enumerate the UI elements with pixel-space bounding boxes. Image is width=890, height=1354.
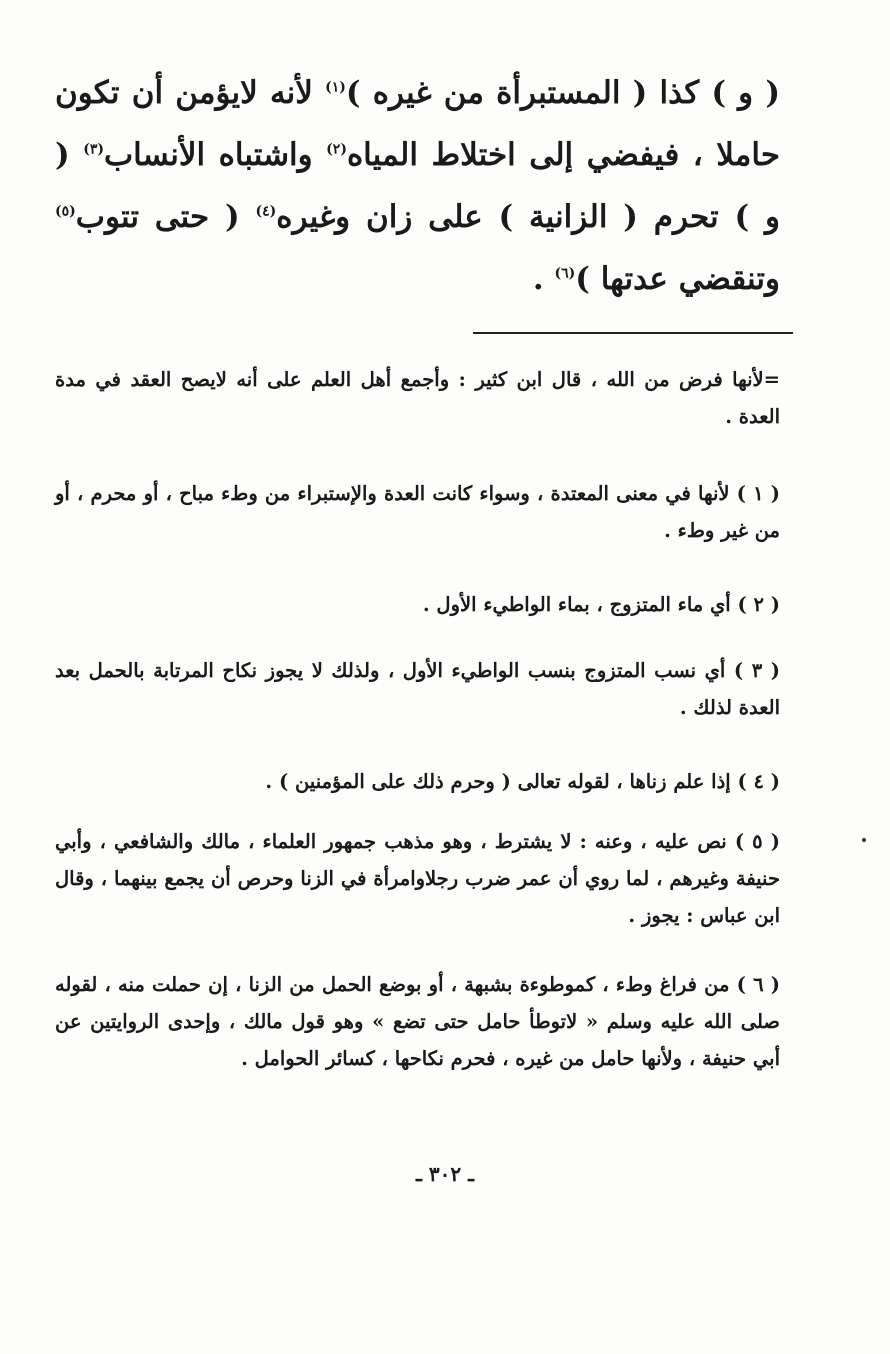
main-segment: وتنقضي عدتها ) xyxy=(575,261,780,297)
footnote-ref: (٣) xyxy=(83,141,104,158)
main-segment: ( و ) كذا ( المستبرأة من غيره ) xyxy=(345,75,780,111)
footnote-ref: (٢) xyxy=(326,141,347,158)
footnote-1: ( ١ ) لأنها في معنى المعتدة ، وسواء كانت العدة والإستبراء من وطء مباح ، أو محرم ، أو من غير وطء . xyxy=(55,482,780,542)
footnote-2: ( ٢ ) أي ماء المتزوج ، بماء الواطيء الأول . xyxy=(422,593,780,616)
footnote-continued: =لأنها فرض من الله ، قال ابن كثير : وأجمع أهل العلم على أنه لايصح العقد في مدة العدة . xyxy=(55,368,780,428)
footnote-4: ( ٤ ) إذا علم زناها ، لقوله تعالى ( وحرم ذلك على المؤمنين ) . xyxy=(265,770,780,793)
main-segment: ( و ) تحرم ( الزانية ) على زان وغيره xyxy=(55,137,780,235)
footnote-separator xyxy=(473,332,793,334)
footnote-3: ( ٣ ) أي نسب المتزوج بنسب الواطيء الأول ، ولذلك لا يجوز نكاح المرتابة بالحمل بعد العدة لذلك . xyxy=(55,659,780,719)
main-text xyxy=(55,62,780,310)
margin-dot xyxy=(862,838,866,842)
footnote-ref: (٤) xyxy=(255,203,277,220)
footnote-ref: (١) xyxy=(325,79,346,96)
footnote-5: ( ٥ ) نص عليه ، وعنه : لا يشترط ، وهو مذهب جمهور العلماء ، مالك والشافعي ، وأبي حنيفة وغيرهم ، لما روي أن عمر ضرب رجلاوامرأة في الزنا وحرص أن يجمع بينهما ، وقال ابن عباس : يجوز . xyxy=(55,830,781,927)
page-number: ـ ٣٠٢ ـ xyxy=(416,1162,474,1186)
footnote-6: ( ٦ ) من فراغ وطء ، كموطوءة بشبهة ، أو بوضع الحمل من الزنا ، إن حملت منه ، لقوله صلى الله عليه وسلم « لاتوطأ حامل حتى تضع » وهو قول مالك ، وإحدى الروايتين عن أبي حنيفة ، ولأنها حامل من غيره ، فحرم نكاحها ، كسائر الحوامل . xyxy=(55,973,780,1070)
main-segment: ( حتى تتوب xyxy=(75,199,256,235)
main-segment: واشتباه الأنساب xyxy=(103,137,327,173)
footnote-ref: (٦) xyxy=(554,265,576,282)
main-segment: لأنه لايؤمن أن تكون حاملا ، فيفضي إلى اختلاط المياه xyxy=(55,75,780,173)
main-segment: . xyxy=(532,261,555,297)
footnote-ref: (٥) xyxy=(55,203,76,220)
